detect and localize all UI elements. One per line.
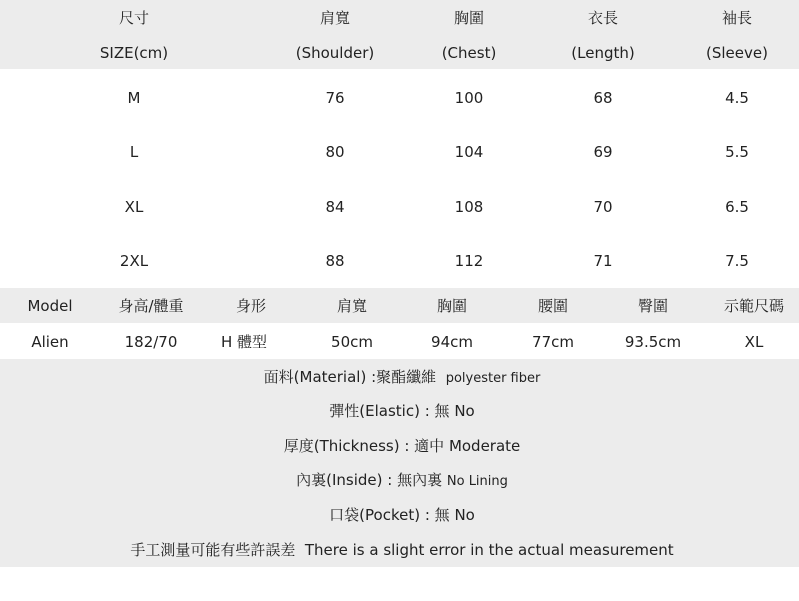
shoulder-value: 76 [325, 89, 345, 107]
size-label: XL [124, 198, 144, 216]
model-row [0, 323, 799, 358]
inside-value: 無內裏 [397, 471, 443, 489]
size-label: M [127, 89, 141, 107]
inside-value-en: No Lining [446, 474, 508, 489]
model-height-weight: 182/70 [124, 333, 178, 351]
model-size-worn: XL [744, 333, 764, 351]
pocket-line [329, 505, 475, 525]
material-line [264, 367, 541, 389]
elastic-label: 彈性(Elastic) : [329, 402, 430, 420]
size-row-m [0, 70, 799, 124]
inside-label: 內裏(Inside) : [296, 471, 393, 489]
length-value: 69 [593, 143, 613, 161]
length-value: 70 [593, 198, 613, 216]
model-hip: 93.5cm [624, 333, 682, 351]
shoulder-header-en: (Shoulder) [295, 44, 375, 62]
size-label: L [129, 143, 139, 161]
length-value: 71 [593, 252, 613, 270]
size-header-en: SIZE(cm) [99, 44, 169, 62]
thickness-line [284, 436, 521, 456]
sleeve-value: 4.5 [725, 89, 749, 107]
size-row-2xl [0, 233, 799, 287]
sleeve-value: 7.5 [725, 252, 749, 270]
pocket-value: 無 No [434, 506, 475, 524]
material-value: polyester fiber [445, 371, 541, 386]
shoulder-value: 80 [325, 143, 345, 161]
chest-value: 112 [454, 252, 484, 270]
size-table-header [0, 0, 799, 69]
length-value: 68 [593, 89, 613, 107]
model-table-header [0, 288, 799, 323]
shoulder-header-zh: 肩寬 [319, 9, 351, 27]
model-name: Alien [31, 333, 69, 351]
length-header-en: (Length) [571, 44, 635, 62]
shoulder-value: 84 [325, 198, 345, 216]
sleeve-header-en: (Sleeve) [706, 44, 768, 62]
chest-value: 108 [454, 198, 484, 216]
inside-line [296, 470, 508, 492]
chest-header: 胸圍 [436, 297, 468, 315]
length-header-zh: 衣長 [587, 9, 619, 27]
measurement-note [130, 540, 673, 560]
size-row-l [0, 124, 799, 179]
body-type-header: 身形 [235, 297, 267, 315]
note-zh: 手工測量可能有些許誤差 [130, 541, 296, 559]
height-weight-header: 身高/體重 [118, 297, 184, 315]
note-en: There is a slight error in the actual measurement [304, 541, 674, 559]
fabric-details [0, 359, 799, 567]
pocket-label: 口袋(Pocket) : [329, 506, 430, 524]
size-row-xl [0, 179, 799, 233]
material-label: 面料(Material) :聚酯纖維 [263, 368, 437, 386]
size-label: 2XL [119, 252, 149, 270]
waist-header: 腰圍 [537, 297, 569, 315]
hip-header: 臀圍 [637, 297, 669, 315]
sleeve-header-zh: 袖長 [721, 9, 753, 27]
size-header-zh: 尺寸 [118, 9, 150, 27]
chest-value: 100 [454, 89, 484, 107]
chest-value: 104 [454, 143, 484, 161]
shoulder-header: 肩寬 [336, 297, 368, 315]
sleeve-value: 5.5 [725, 143, 749, 161]
model-shoulder: 50cm [331, 333, 373, 351]
model-header: Model [27, 297, 73, 315]
thickness-label: 厚度(Thickness) : [283, 437, 410, 455]
elastic-line [329, 401, 474, 421]
chest-header-en: (Chest) [441, 44, 497, 62]
size-worn-header: 示範尺碼 [723, 297, 785, 315]
elastic-value: 無 No [434, 402, 475, 420]
chest-header-zh: 胸圍 [453, 9, 485, 27]
shoulder-value: 88 [325, 252, 345, 270]
thickness-value: 適中 Moderate [414, 437, 521, 455]
model-body-type: H 體型 [220, 333, 268, 351]
model-waist: 77cm [532, 333, 574, 351]
model-chest: 94cm [431, 333, 473, 351]
sleeve-value: 6.5 [725, 198, 749, 216]
